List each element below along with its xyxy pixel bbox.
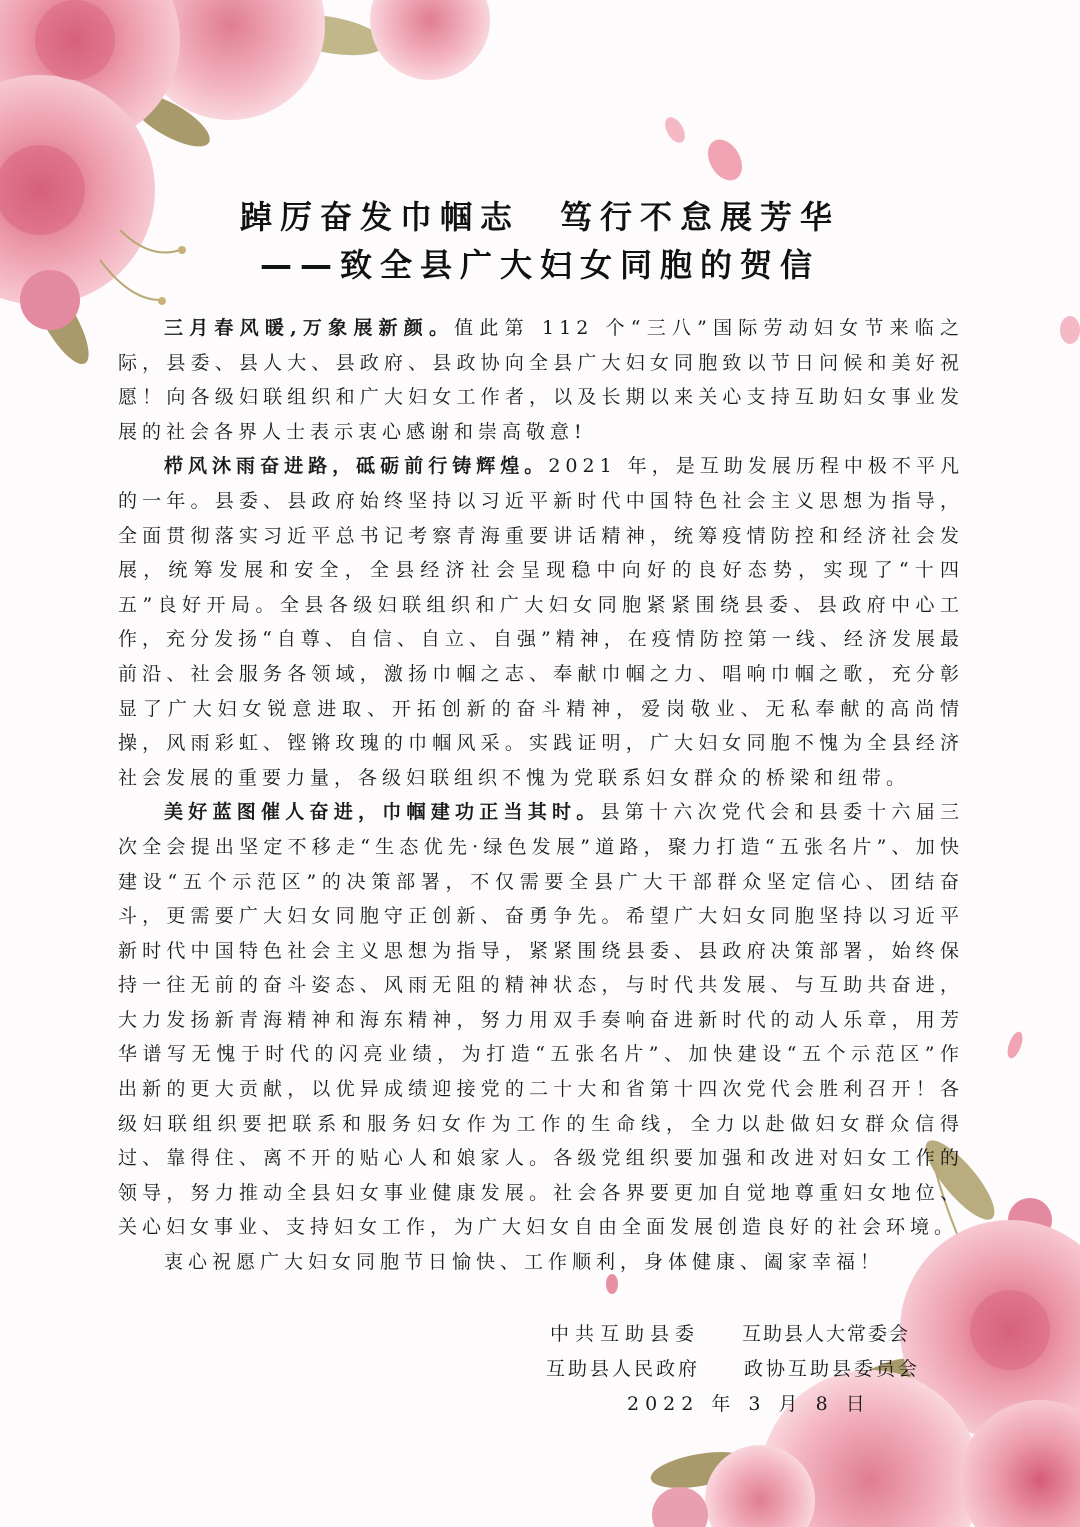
paragraph-1: [118, 311, 964, 449]
signature-county-committee: 中共互助县委: [550, 1323, 701, 1345]
letter-body: [118, 311, 964, 1280]
paragraph-lead: 栉风沐雨奋进路，砥砺前行铸辉煌。: [164, 455, 549, 478]
paragraph-text: 2021 年，是互助发展历程中极不平凡的一年。县委、县政府始终坚持以习近平新时代中国特色社会主义思想为指导，全面贯彻落实习近平总书记考察青海重要讲话精神，统筹疫情防控和经济社会发展，统筹发展和安全，全县经济社会呈现稳中向好的良好态势，实现了“十四五”良好开局。全县各级妇联组织和广大妇女同胞紧紧围绕县委、县政府中心工作，充分发扬“自尊、自信、自立、自强”精神，在疫情防控第一线、经济发展最前沿、社会服务各领域，激扬巾帼之志、奉献巾帼之力、唱响巾帼之歌，充分彰显了广大妇女锐意进取、开拓创新的奋斗精神，爱岗敬业、无私奉献的高尚情操，风雨彩虹、铿锵玫瑰的巾帼风采。实践证明，广大妇女同胞不愧为全县经济社会发展的重要力量，各级妇联组织不愧为党联系妇女群众的桥梁和纽带。: [118, 455, 964, 789]
title-part1: 踔厉奋发巾帼志: [239, 198, 520, 236]
paragraph-text: 值此第 112 个“三八”国际劳动妇女节来临之际，县委、县人大、县政府、县政协向全县广大妇女同胞致以节日问候和美好祝愿！向各级妇联组织和广大妇女工作者，以及长期以来关心支持互助妇女事业发展的社会各界人士表示衷心感谢和崇高敬意!: [118, 317, 964, 443]
signature-county-government: 互助县人民政府: [546, 1358, 701, 1380]
letter-date: 2022 年 3 月 8 日: [627, 1393, 871, 1415]
paragraph-lead: 美好蓝图催人奋进，巾帼建功正当其时。: [164, 801, 601, 824]
paragraph-3: [118, 795, 964, 1245]
title-part2: 笃行不怠展芳华: [560, 198, 841, 236]
paragraph-lead: 三月春风暖,万象展新颜。: [164, 317, 455, 339]
letter-subtitle: ——致全县广大妇女同胞的贺信: [259, 246, 820, 284]
letter-title: [0, 192, 1080, 238]
signature-npc-standing-committee: 互助县人大常委会: [742, 1323, 911, 1345]
paragraph-text: 县第十六次党代会和县委十六届三次全会提出坚定不移走“生态优先·绿色发展”道路，聚力打造“五张名片”、加快建设“五个示范区”的决策部署，不仅需要全县广大干部群众坚定信心、团结奋斗，更需要广大妇女同胞守正创新、奋勇争先。希望广大妇女同胞坚持以习近平新时代中国特色社会主义思想为指导，紧紧围绕县委、县政府决策部署，始终保持一往无前的奋斗姿态、风雨无阻的精神状态，与时代共发展、与互助共奋进，大力发扬新青海精神和海东精神，努力用双手奏响奋进新时代的动人乐章，用芳华谱写无愧于时代的闪亮业绩，为打造“五张名片”、加快建设“五个示范区”作出新的更大贡献，以优异成绩迎接党的二十大和省第十四次党代会胜利召开！各级妇联组织要把联系和服务妇女作为工作的生命线，全力以赴做妇女群众信得过、靠得住、离不开的贴心人和娘家人。各级党组织要加强和改进对妇女工作的领导，努力推动全县妇女事业健康发展。社会各界要更加自觉地尊重妇女地位、关心妇女事业、支持妇女工作，为广大妇女自由全面发展创造良好的社会环境。: [118, 801, 964, 1239]
paragraph-4: [118, 1245, 964, 1280]
paragraph-text: 衷心祝愿广大妇女同胞节日愉快、工作顺利，身体健康、阖家幸福！: [164, 1251, 885, 1274]
signature-cppcc-committee: 政协互助县委员会: [744, 1358, 921, 1380]
paragraph-2: [118, 449, 964, 795]
